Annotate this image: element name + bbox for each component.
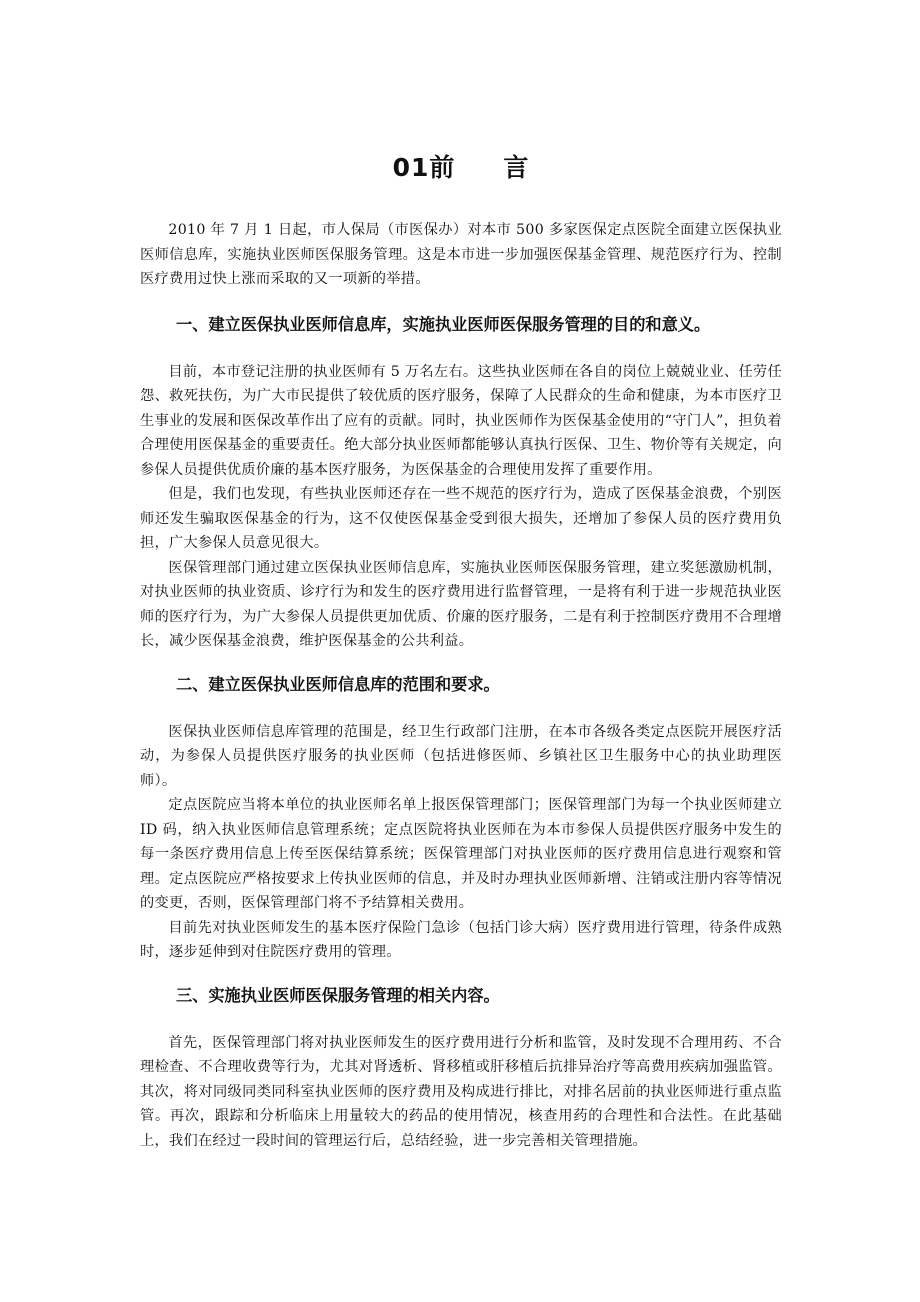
section-3-heading: 三、实施执业医师医保服务管理的相关内容。 [176,985,500,1005]
section-1 [140,312,782,654]
section-1-paragraph-3: 医保管理部门通过建立医保执业医师信息库，实施执业医师医保服务管理，建立奖惩激励机制，对执业医师的执业资质、诊疗行为和发生的医疗费用进行监督管理，一是将有利于进一步规范执业医师的医疗行为，为广大参保人员提供更加优质、价廉的医疗服务，二是有利于控制医疗费用不合理增长，减少医保基金浪费，维护医保基金的公共利益。 [140,559,782,649]
title-char-2: 言 [503,153,530,182]
title-number: 01 [392,153,430,182]
intro-paragraph: 2010 年 7 月 1 日起，市人保局（市医保办）对本市 500 多家医保定点医院全面建立医保执业医师信息库，实施执业医师医保服务管理。这是本市进一步加强医保基金管理、规范医疗行为、控制医疗费用过快上涨而采取的又一项新的举措。 [140,222,782,287]
section-2-paragraph-2: 定点医院应当将本单位的执业医师名单上报医保管理部门；医保管理部门为每一个执业医师建立 ID 码，纳入执业医师信息管理系统；定点医院将执业医师在为本市参保人员提供医疗服务中发生的每一条医疗费用信息上传至医保结算系统；医保管理部门对执业医师的医疗费用信息进行观察和管理。定点医院应严格按要求上传执业医师的信息，并及时办理执业医师新增、注销或注册内容等情况的变更，否则，医保管理部门将不予结算相关费用。 [140,797,782,911]
section-2-heading: 二、建立医保执业医师信息库的范围和要求。 [176,674,500,694]
section-3-paragraph-1: 首先，医保管理部门将对执业医师发生的医疗费用进行分析和监管，及时发现不合理用药、不合理检查、不合理收费等行为，尤其对肾透析、肾移植或肝移植后抗排异治疗等高费用疾病加强监管。其次，将对同级同类同科室执业医师的医疗费用及构成进行排比，对排名居前的执业医师进行重点监管。再次，跟踪和分析临床上用量较大的药品的使用情况，核查用药的合理性和合法性。在此基础上，我们在经过一段时间的管理运行后，总结经验，进一步完善相关管理措施。 [140,1034,782,1149]
section-2-paragraph-1: 医保执业医师信息库管理的范围是，经卫生行政部门注册，在本市各级各类定点医院开展医疗活动，为参保人员提供医疗服务的执业医师（包括进修医师、乡镇社区卫生服务中心的执业助理医师）。 [140,723,782,789]
title-char-1: 前 [429,153,456,182]
section-2-paragraph-3: 目前先对执业医师发生的基本医疗保险门急诊（包括门诊大病）医疗费用进行管理，待条件成熟时，逐步延伸到对住院医疗费用的管理。 [140,919,782,960]
page-title [140,150,782,186]
section-1-heading: 一、建立医保执业医师信息库，实施执业医师医保服务管理的目的和意义。 [176,314,711,334]
section-2 [140,672,782,965]
section-1-paragraph-1: 目前，本市登记注册的执业医师有 5 万名左右。这些执业医师在各自的岗位上兢兢业业、任劳任怨、救死扶伤，为广大市民提供了较优质的医疗服务，保障了人民群众的生命和健康，为本市医疗卫生事业的发展和医保改革作出了应有的贡献。同时，执业医师作为医保基金使用的“守门人”，担负着合理使用医保基金的重要责任。绝大部分执业医师都能够认真执行医保、卫生、物价等有关规定，向参保人员提供优质价廉的基本医疗服务，为医保基金的合理使用发挥了重要作用。 [140,363,782,478]
section-3 [140,983,782,1154]
section-1-paragraph-2: 但是，我们也发现，有些执业医师还存在一些不规范的医疗行为，造成了医保基金浪费，个别医师还发生骗取医保基金的行为，这不仅使医保基金受到很大损失，还增加了参保人员的医疗费用负担，广大参保人员意见很大。 [140,486,782,551]
document-page [140,150,782,1153]
